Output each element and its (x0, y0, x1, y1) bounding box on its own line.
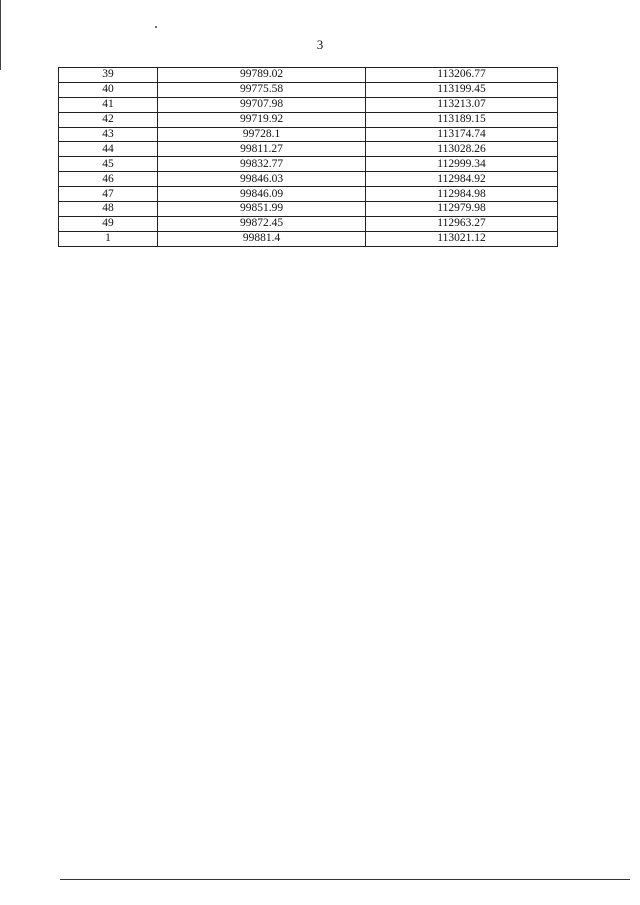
table-row (59, 231, 558, 246)
x-coordinate: 99846.09 (158, 187, 366, 202)
point-number: 45 (59, 157, 158, 172)
table-row (59, 142, 558, 157)
point-number: 39 (59, 68, 158, 83)
y-coordinate: 113199.45 (366, 82, 558, 97)
table-row (59, 112, 558, 127)
coordinates-table (58, 67, 558, 247)
table-row (59, 68, 558, 83)
point-number: 47 (59, 187, 158, 202)
y-coordinate: 113021.12 (366, 231, 558, 246)
y-coordinate: 113206.77 (366, 68, 558, 83)
y-coordinate: 112963.27 (366, 216, 558, 231)
table-row (59, 202, 558, 217)
x-coordinate: 99775.58 (158, 82, 366, 97)
table-row (59, 187, 558, 202)
y-coordinate: 113189.15 (366, 112, 558, 127)
table-row (59, 127, 558, 142)
x-coordinate: 99719.92 (158, 112, 366, 127)
x-coordinate: 99707.98 (158, 97, 366, 112)
y-coordinate: 112999.34 (366, 157, 558, 172)
x-coordinate: 99832.77 (158, 157, 366, 172)
table-row (59, 157, 558, 172)
x-coordinate: 99846.03 (158, 172, 366, 187)
x-coordinate: 99728.1 (158, 127, 366, 142)
table-row (59, 97, 558, 112)
y-coordinate: 112984.92 (366, 172, 558, 187)
y-coordinate: 112984.98 (366, 187, 558, 202)
y-coordinate: 113174.74 (366, 127, 558, 142)
y-coordinate: 112979.98 (366, 202, 558, 217)
table-row (59, 216, 558, 231)
table-row (59, 172, 558, 187)
point-number: 49 (59, 216, 158, 231)
y-coordinate: 113213.07 (366, 97, 558, 112)
point-number: 43 (59, 127, 158, 142)
point-number: 1 (59, 231, 158, 246)
x-coordinate: 99851.99 (158, 202, 366, 217)
x-coordinate: 99811.27 (158, 142, 366, 157)
scan-left-edge (0, 0, 1, 70)
point-number: 40 (59, 82, 158, 97)
x-coordinate: 99881.4 (158, 231, 366, 246)
y-coordinate: 113028.26 (366, 142, 558, 157)
table-row (59, 82, 558, 97)
page-number: 3 (316, 37, 324, 52)
point-number: 42 (59, 112, 158, 127)
x-coordinate: 99789.02 (158, 68, 366, 83)
point-number: 46 (59, 172, 158, 187)
scan-speck (155, 26, 157, 28)
point-number: 48 (59, 202, 158, 217)
x-coordinate: 99872.45 (158, 216, 366, 231)
point-number: 41 (59, 97, 158, 112)
footer-rule (60, 879, 630, 880)
point-number: 44 (59, 142, 158, 157)
